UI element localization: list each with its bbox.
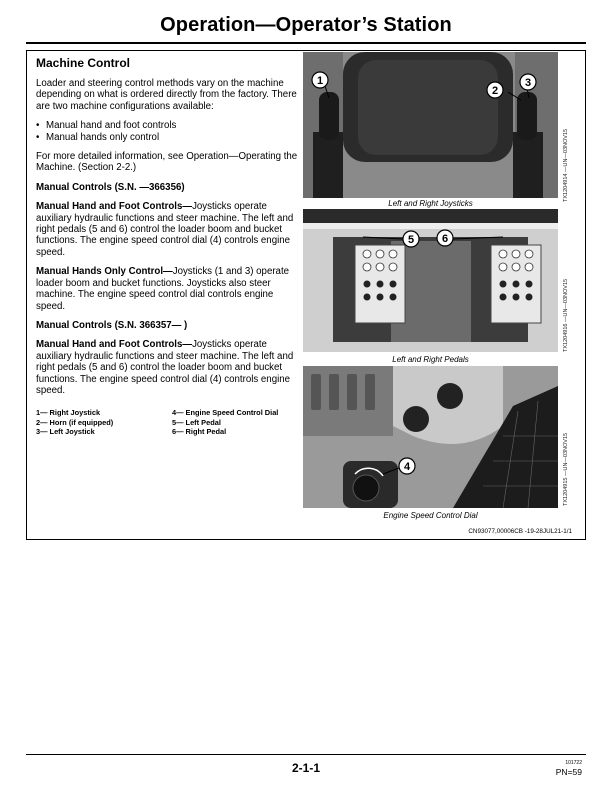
- callout-legend: [36, 408, 298, 437]
- callout-number: 1: [316, 75, 324, 87]
- legend-item: 6— Right Pedal: [172, 427, 227, 437]
- document-reference-code: CN93077,00006CB -19-28JUL21-1/1: [468, 528, 572, 535]
- paragraph-body: Joysticks operate auxiliary hydraulic functions and steer machine. The left and right pedals (5 and 6) control the loader boom and bucket functions. The engine speed control dial (4) controls engine speed.: [36, 339, 294, 396]
- callout-marker: [312, 72, 328, 88]
- figure-tag: TX1204914 —UN—03NOV15: [563, 128, 569, 202]
- subheading-late-serial: Manual Controls (S.N. 366357— ): [36, 319, 188, 331]
- callout-marker: [437, 230, 453, 246]
- legend-item: 4— Engine Speed Control Dial: [172, 408, 279, 418]
- page-title: Operation—Operator’s Station: [160, 14, 452, 36]
- figure-tag: TX1204916 —UN—03NOV15: [563, 278, 569, 352]
- date-code: 101722: [565, 760, 582, 766]
- joysticks-photo: [303, 52, 558, 198]
- page-number: 2-1-1: [291, 761, 320, 775]
- title-rule: [26, 42, 586, 44]
- config-list: [36, 120, 298, 143]
- callout-marker: [403, 231, 419, 247]
- callout-number: 4: [403, 461, 411, 473]
- figure-caption: Left and Right Joysticks: [388, 199, 473, 208]
- list-item: • Manual hand and foot controls: [36, 120, 298, 131]
- footer-rule: [26, 754, 586, 755]
- callout-marker: [399, 458, 415, 474]
- paragraph-lead: Manual Hand and Foot Controls—: [36, 201, 193, 213]
- engine-dial-photo: [303, 366, 558, 508]
- callout-marker: [487, 82, 503, 98]
- callout-number: 6: [441, 233, 449, 245]
- callout-number: 2: [491, 85, 499, 97]
- paragraph-lead: Manual Hands Only Control—: [36, 266, 173, 278]
- legend-item: 2— Horn (if equipped): [36, 417, 114, 427]
- reference-paragraph: For more detailed information, see Operation—Operating the Machine. (Section 2-2.): [36, 151, 298, 174]
- paragraph-hand-foot-2: [36, 339, 298, 396]
- legend-item: 3— Left Joystick: [36, 427, 95, 437]
- figure-caption: Engine Speed Control Dial: [383, 511, 478, 520]
- figure-tag: TX1204915 —UN—03NOV15: [563, 432, 569, 506]
- pn-code: PN=59: [555, 767, 582, 777]
- paragraph-body: Joysticks operate auxiliary hydraulic functions and steer machine. The left and right pedals (5 and 6) control the loader boom and bucket functions. The engine speed control dial (4) controls engine speed.: [36, 201, 294, 258]
- paragraph-hands-only: [36, 266, 298, 312]
- text-column: [36, 56, 298, 437]
- callout-number: 3: [524, 77, 532, 89]
- legend-item: 5— Left Pedal: [172, 417, 221, 427]
- list-item: • Manual hands only control: [36, 132, 298, 143]
- callout-marker: [520, 74, 536, 90]
- subheading-early-serial: Manual Controls (S.N. —366356): [36, 181, 185, 193]
- callout-number: 5: [407, 234, 415, 246]
- paragraph-lead: Manual Hand and Foot Controls—: [36, 339, 193, 351]
- intro-paragraph: Loader and steering control methods vary on the machine depending on what is ordered directly from the factory. There are two machine configurations available:: [36, 78, 297, 112]
- paragraph-hand-foot-1: [36, 201, 298, 258]
- legend-item: 1— Right Joystick: [36, 408, 101, 418]
- pedals-photo: [303, 209, 558, 352]
- paragraph-body: Joysticks (1 and 3) operate loader boom and bucket functions. Joysticks also steer machine. The engine speed control dial controls engine speed.: [36, 266, 290, 312]
- figure-caption: Left and Right Pedals: [392, 355, 469, 364]
- section-heading: Machine Control: [36, 56, 131, 70]
